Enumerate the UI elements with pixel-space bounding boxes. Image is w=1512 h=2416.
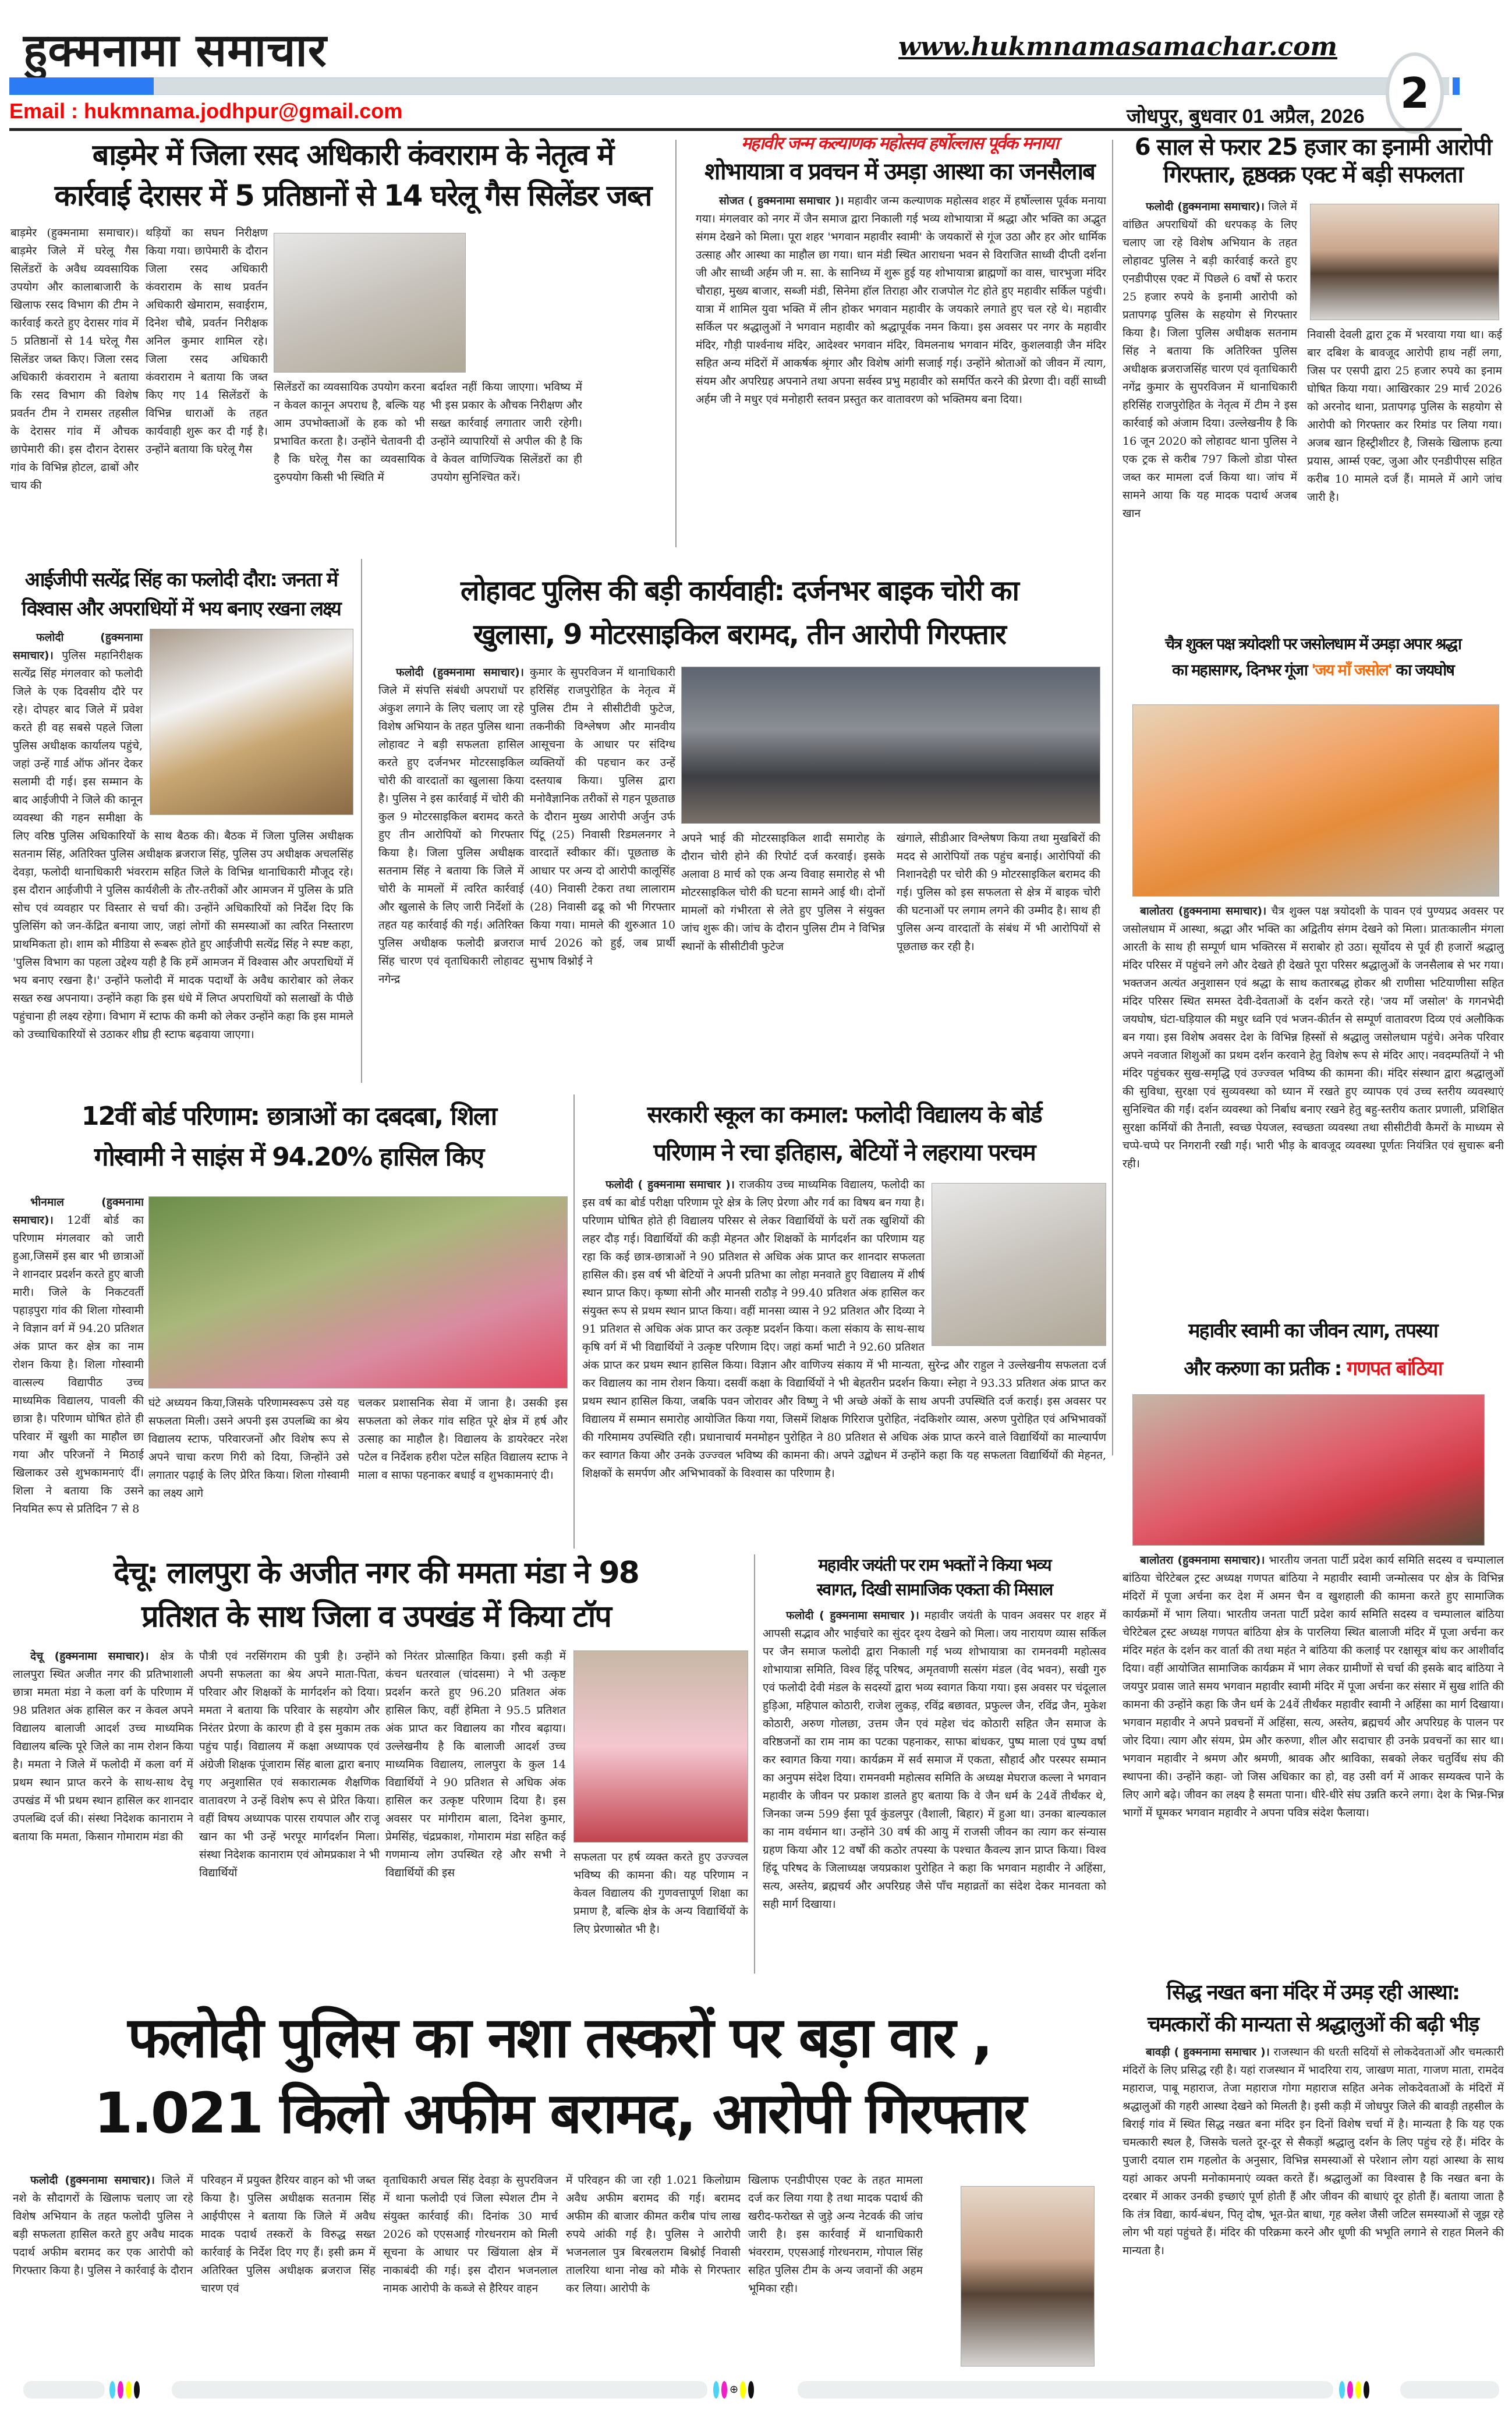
page-number-badge: 2 <box>1386 52 1444 134</box>
print-bar-left <box>23 2381 105 2399</box>
black-mark <box>1364 2381 1369 2399</box>
newspaper-title: हुक्मनामा समाचार <box>23 24 327 77</box>
barmer-col-4: बर्दाश्त नहीं किया जाएगा। भविष्य में भी इस प्रकार के औचक निरीक्षण और सख्त कार्रवाई लगातार जारी रहेगी। उन्होंने व्यापारियों से अपील की है कि वे केवल वाणिज्यिक सिलेंडरों का ही उपयोग सुनिश्चित करें। <box>431 381 582 484</box>
afeem-headline-1: फलोदी पुलिस का नशा तस्करों पर बड़ा वार , <box>128 2005 992 2070</box>
cyan-mark <box>1339 2381 1345 2399</box>
afeem-col-1: फलोदी (हुक्मनामा समाचार)। जिले में नशे के सौदागरों के खिलाफ चलाए जा रहे विशेष अभियान के तहत फलोदी पुलिस ने बड़ी सफलता हासिल करते हुए अवैध मादक पदार्थ अफीम बरामद कर एक आरोपी को गिरफ्तार किया है। पुलिस ने कार्रवाई के दौरान <box>13 2174 193 2277</box>
afeem-accused-photo <box>961 2186 1095 2367</box>
school-headline-1: सरकारी स्कूल का कमाल: फलोदी विद्यालय के बोर्ड <box>647 1101 1042 1128</box>
igp-headline-1: आईजीपी सत्येंद्र सिंह का फलोदी दौरा: जनता में <box>24 568 338 591</box>
mamta-col-3: को निरंतर प्रोत्साहित किया। इसी कड़ी में कंचन धतरवाल (चांदसमा) ने भी उत्कृष्ट प्रदर्शन करते हुए 96.20 प्रतिशत अंक हासिल किए, वहीं हेमिता ने 95.5 प्रतिशत अंक प्राप्त कर विद्यालय का गौरव बढ़ाया। उल्लेखनीय है कि बालाजी आदर्श उच्च माध्यमिक विद्यालय, लालपुरा के कुल 14 विद्यार्थियों ने 90 प्रतिशत से अधिक अंक हासिल कर उत्कृष्ट परिणाम दिया है। इस अवसर पर मांगीराम बाला, दिनेश कुमार, प्रेमसिंह, चंद्रप्रकाश, गोमाराम मंडा सहित कई गणमान्य लोग उपस्थित रहे और सभी ने विद्यार्थियों की इस <box>385 1650 566 1879</box>
igp-headline-2: विश्वास और अपराधियों में भय बनाए रखना लक्ष्य <box>22 597 341 621</box>
column-divider <box>754 1554 755 1974</box>
column-divider <box>1112 140 1113 1455</box>
school-students-photo <box>932 1183 1106 1346</box>
igp-body: फलोदी (हुक्मनामा समाचार)। पुलिस महानिरीक्षक सत्येंद्र सिंह मंगलवार को फलोदी जिले के एक दिवसीय दौरे पर रहे। दोपहर बाद जिले में प्रवेश करते ही वह सबसे पहले जिला पुलिस अधीक्षक कार्यालय पहुंचे, जहां उन्हें गार्ड ऑफ ऑनर देकर सलामी दी गई। इस सम्मान के बाद आईजीपी ने जिले की कानून व्यवस्था की गहन समीक्षा के लिए वरिष्ठ पुलिस अधिकारियों के साथ बैठक की। बैठक में जिला पुलिस अधीक्षक सतनाम सिंह, अतिरिक्त पुलिस अधीक्षक ब्रजराज सिंह, पुलिस उप अधीक्षक अचलसिंह देवड़ा, फलोदी थानाधिकारी भंवरराम सहित जिले के विभिन्न थानाधिकारी मौजूद रहे। इस दौरान आईजीपी ने पुलिस कार्यशैली के तौर-तरीकों और आमजन में पुलिस के प्रति सोच एवं व्यवहार पर विस्तार से चर्चा की। उन्होंने अधिकारियों को निर्देश दिए कि पुलिसिंग को जन-केंद्रित बनाया जाए, जहां लोगों की समस्याओं का त्वरित निस्तारण प्राथमिकता हो। शाम को मीडिया से रूबरू होते हुए आईजीपी सत्येंद्र सिंह ने स्पष्ट कहा, 'पुलिस विभाग का पहला उद्देश्य यही है कि हमें आमजन में विश्वास और अपराधियों में भय बनाए रखना है।' उन्होंने फलोदी में मादक पदार्थों के अवैध कारोबार को लेकर सख्त रुख अपनाया। उन्होंने कहा कि इस धंधे में लिप्त अपराधियों को सलाखों के पीछे पहुंचाना ही लक्ष्य रहेगा। विभाग में स्टाफ की कमी को लेकर उन्होंने कहा कि इस मामले को उच्चाधिकारियों से उठाकर शीघ्र ही स्टाफ बढ़वाया जाएगा। <box>13 629 353 1077</box>
mamta-col-4: सफलता पर हर्ष व्यक्त करते हुए उज्ज्वल भविष्य की कामना की। यह परिणाम न केवल विद्यालय की गुणवत्तापूर्ण शिक्षा का प्रमाण है, बल्कि क्षेत्र के अन्य विद्यार्थियों के लिए प्रेरणास्रोत भी है। <box>573 1851 748 1936</box>
lohawat-col-1: फलोदी (हुक्मनामा समाचार)। जिले में संपत्ति संबंधी अपराधों पर अंकुश लगाने के लिए चलाए जा रहे विशेष अभियान के तहत पुलिस थाना लोहावट ने बड़ी सफलता हासिल करते हुए दर्जनभर मोटरसाइकिल चोरी की वारदातों का खुलासा किया है। पुलिस ने इस कार्रवाई में चोरी की कुल 9 मोटरसाइकिल बरामद करते हुए तीन आरोपियों को गिरफ्तार किया है। जिला पुलिस अधीक्षक सतनाम सिंह ने बताया कि जिले में चोरी के मामलों में त्वरित कार्रवाई और खुलासे के लिए जारी निर्देशों के तहत यह कार्रवाई की गई। अतिरिक्त पुलिस अधीक्षक फलोदी ब्रजराज सिंह चारण एवं वृताधिकारी लोहावट नगेन्द्र <box>378 666 524 986</box>
cyan-mark <box>109 2381 115 2399</box>
board-headline-2: गोस्वामी ने साइंस में 94.20% हासिल किए <box>94 1142 484 1172</box>
website-link[interactable]: www.hukmnamasamachar.com <box>898 32 1337 62</box>
temple-worship-photo <box>1132 1394 1485 1546</box>
mamta-headline-1: देचू: लालपुरा के अजीत नगर की ममता मंडा ने 98 <box>114 1556 639 1590</box>
magenta-mark <box>1347 2381 1353 2399</box>
lohawat-headline-1: लोहावट पुलिस की बड़ी कार्यवाही: दर्जनभर बाइक चोरी का <box>460 575 1018 607</box>
afeem-col-5: खिलाफ एनडीपीएस एक्ट के तहत मामला दर्ज कर लिया गया है तथा मादक पदार्थ की खरीद-फरोख्त से जुड़े अन्य नेटवर्क की जांच जारी है। इस कार्रवाई में थानाधिकारी भंवरराम, एएसआई गोरधनराम, गोपाल सिंह सहित पुलिस टीम के अन्य जवानों की अहम भूमिका रही। <box>748 2174 923 2295</box>
inami-body: फलोदी (हुक्मनामा समाचार)। जिले में वांछित अपराधियों की धरपकड़ के लिए चलाए जा रहे विशेष अभियान के तहत लोहावट पुलिस ने बड़ी कार्रवाई करते हुए एनडीपीएस एक्ट में पिछले 6 वर्षों से फरार 25 हजार रुपये के इनामी आरोपी को प्रतापगढ़ पुलिस के सहयोग से गिरफ्तार किया है। जिला पुलिस अधीक्षक सतनाम सिंह ने बताया कि अतिरिक्त पुलिस अधीक्षक ब्रजराजसिंह चारण एवं वृताधिकारी नगेंद्र कुमार के सुपरविजन में थानाधिकारी हरिसिंह राजपुरोहित के नेतृत्व में टीम ने इस कार्रवाई को अंजाम दिया। उल्लेखनीय है कि 16 जून 2020 को लोहावट थाना पुलिस ने एक ट्रक से करीब 797 किलो डोडा पोस्त जब्त कर मामला दर्ज किया था। जांच में सामने आया कि यह मादक पदार्थ अजब खान <box>1123 200 1297 520</box>
mahaveer-body: सोजत ( हुक्मनामा समाचार )। महावीर जन्म कल्याणक महोत्सव शहर में हर्षोल्लास पूर्वक मनाया गया। मंगलवार को नगर में जैन समाज द्वारा निकाली गई भव्य शोभायात्रा में श्रद्धा और भक्ति का अद्भुत संगम देखने को मिला। पूरा शहर 'भगवान महावीर स्वामी' के जयकारों से गूंज उठा और हर ओर धार्मिक उत्साह और आस्था का माहौल छा गया। धान मंडी स्थित आराधना भवन से विराजित साध्वी दीप्ती दर्शना जी और साध्वी अर्हम जी म. सा. के सानिध्य में शुरू हुई यह शोभायात्रा ब्राह्मणों का वास, चारभुजा मंदिर चौराहा, मुख्य बाजार, सब्जी मंडी, सिनेमा हॉल तिराहा और राजपोल गेट होते हुए महावीर सर्किल पहुंची। यात्रा में शामिल युवा भक्ति में लीन होकर भगवान महावीर के जयकारे लगाते हुए चल रहे थे। महावीर सर्किल पर श्रद्धालुओं ने भगवान महावीर को श्रद्धापूर्वक नमन किया। इस अवसर पर नगर के महावीर मंदिर, गौड़ी पार्श्वनाथ मंदिर, आदेश्वर भगवान मंदिर, विमलनाथ भगवान मंदिर, कुशलवाड़ी जैन मंदिर सहित अन्य मंदिरों में आकर्षक श्रृंगार और विशेष आंगी सजाई गई। उन्होंने श्रोताओं को जीवन में त्याग, संयम और अपरिग्रह अपनाने तथा अपना सर्वस्व प्रभु महावीर को समर्पित करने की प्रेरणा दी। वहीं साध्वी अर्हम जी ने मधुर एवं मनोहारी स्तवन प्रस्तुत कर वातावरण को भक्तिमय बना दिया। <box>696 194 1106 406</box>
school-byline: फलोदी ( हुक्मनामा समाचार )। <box>605 1178 735 1191</box>
siddh-headline-1: सिद्ध नखत बना मंदिर में उमड़ रही आस्था: <box>1166 1981 1460 2004</box>
board-col-2: घंटे अध्ययन किया,जिसके परिणामस्वरूप उसे यह सफलता मिली। उसने अपनी इस उपलब्धि का श्रेय विद्यालय स्टाफ, परिवारजनों और विशेष रूप से अपने चाचा करण गिरी को दिया, जिन्होंने उसे लगातार पढ़ाई के लिए प्रेरित किया। शिला गोस्वामी का लक्ष्य आगे <box>148 1397 349 1500</box>
black-mark <box>134 2381 140 2399</box>
igp-photo <box>150 629 353 815</box>
mamta-col-2: पौत्री एवं नरसिंगराम की पुत्री है। उन्होंने अपनी सफलता का श्रेय अपने माता-पिता, परिवार और शिक्षकों के मार्गदर्शन को दिया। ममता ने बताया कि परिवार के सहयोग और निरंतर प्रेरणा के कारण ही वे इस मुकाम तक पहुंच पाईं। विद्यालय में कक्षा अध्यापक एवं अंग्रेजी शिक्षक पूंजाराम सिंह बाला द्वारा बनाए गए अनुशासित एवं सकारात्मक शैक्षणिक वातावरण ने उन्हें विशेष रूप से प्रेरित किया। वहीं विषय अध्यापक पारस रायपाल और राजू खान का भी उन्हें भरपूर मार्गदर्शन मिला। संस्था निदेशक कानाराम एवं ओमप्रकाश ने भी विद्यार्थियों <box>199 1650 380 1879</box>
mamta-byline: देचू (हुक्मनामा समाचार)। <box>30 1650 149 1663</box>
jasol-temple-photo <box>1132 704 1499 897</box>
masthead-band-blue <box>9 77 154 95</box>
magenta-mark <box>721 2381 727 2399</box>
afeem-headline-2: 1.021 किलो अफीम बरामद, आरोपी गिरफ्तार <box>94 2081 1025 2146</box>
ram-bhakt-body: फलोदी ( हुक्मनामा समाचार )। महावीर जयंती के पावन अवसर पर शहर में आपसी सद्भाव और भाईचारे का सुंदर दृश्य देखने को मिला। जय नारायण व्यास सर्किल पर जैन समाज फलोदी द्वारा निकाली गई भव्य शोभायात्रा का रामनवमी महोत्सव शोभायात्रा समिति, विश्व हिंदू परिषद, अमृतवाणी सत्संग मंडल (वेद भवन), सखी गुरु एवं फलोदी देवी मंडल के सदस्यों द्वारा भव्य स्वागत किया गया। इस अवसर पर चंदूलाल हुड़िआ, महिपाल कोठारी, राजेश लुकड़, रविंद्र बछावत, प्रफुल्ल जैन, रविंद्र जैन, मुकेश कोठारी, अरुण गोलछा, उत्तम जैन एवं महेश चंद कोठारी सहित जैन समाज के वरिष्ठजनों का राम नाम का पटका पहनाकर, साफा बांधकर, पुष्प माला एवं पुष्प वर्षा कर स्वागत किया गया। कार्यक्रम में सर्व समाज में एकता, सौहार्द और परस्पर सम्मान का अनुपम संदेश दिया। रामनवमी महोत्सव समिति के अध्यक्ष मेघराज कल्ला ने भगवान महावीर के जीवन पर प्रकाश डालते हुए बताया कि वे जैन धर्म के 24वें तीर्थंकर थे, जिनका जन्म 599 ईसा पूर्व कुंडलपुर (वैशाली, बिहार) में हुआ था। उनका बाल्यकाल का नाम वर्धमान था। उन्होंने 30 वर्ष की आयु में राजसी जीवन का त्याग कर संन्यास ग्रहण किया और 12 वर्षों की कठोर तपस्या के पश्चात कैवल्य ज्ञान प्राप्त किया। विश्व हिंदू परिषद के जिलाध्यक्ष जयप्रकाश पुरोहित ने कहा कि भगवान महावीर ने अहिंसा, सत्य, अस्तेय, ब्रह्मचर्य और अपरिग्रह जैसे पाँच महाव्रतों का संदेश देकर मानवता को सही मार्ग दिखाया। <box>763 1609 1106 1911</box>
inami-headline-2: गिरफ्तार, हृष्ठक्क्र एक्ट में बड़ी सफलता <box>1163 161 1463 188</box>
mahaveer-life-headline-1: महावीर स्वामी का जीवन त्याग, तपस्या <box>1188 1319 1437 1342</box>
dateline: जोधपुर, बुधवार 01 अप्रैल, 2026 <box>1127 105 1365 127</box>
afeem-col-2: परिवहन में प्रयुक्त हैरियर वाहन को भी जब्त किया है। पुलिस अधीक्षक सतनाम सिंह आईपीएस ने बताया कि जिले में अवैध मादक पदार्थ तस्करों के विरुद्ध सख्त कार्रवाई के निर्देश दिए गए हैं। इसी क्रम में अतिरिक्त पुलिस अधीक्षक ब्रजराज सिंह चारण एवं <box>201 2174 376 2295</box>
print-bar-mid-left <box>172 2381 707 2399</box>
mahaveer-headline: शोभायात्रा व प्रवचन में उमड़ा आस्था का जनसैलाब <box>704 158 1095 185</box>
mahaveer-life-headline-2: और करुणा का प्रतीक : गणपत बांठिया <box>1184 1357 1442 1380</box>
column-divider <box>361 559 362 1083</box>
jasol-byline: बालोतरा (हुक्मनामा समाचार)। <box>1140 905 1267 917</box>
cyan-mark <box>713 2381 719 2399</box>
siddh-byline: बावड़ी ( हुक्मनामा समाचार )। <box>1146 2046 1270 2059</box>
board-col-1: भीनमाल (हुक्मनामा समाचार)। 12वीं बोर्ड का परिणाम मंगलवार को जारी हुआ,जिसमें इस बार भी छात्राओं ने शानदार प्रदर्शन करते हुए बाजी मारी। जिले के निकटवर्ती पहाड़पुरा गांव की शिला गोस्वामी ने विज्ञान वर्ग में 94.20 प्रतिशत अंक प्राप्त कर क्षेत्र का नाम रोशन किया है। शिला गोस्वामी वात्सल्य विद्यापीठ उच्च माध्यमिक विद्यालय, पावली की छात्रा है। परिणाम घोषित होते ही परिवार में खुशी का माहौल छा गया और परिजनों ने मिठाई खिलाकर उसे शुभकामनाएं दीं। शिला ने बताया कि उसने नियमित रूप से प्रतिदिन 7 से 8 <box>13 1196 144 1515</box>
mahaveer-life-body: बालोतरा (हुक्मनामा समाचार)। भारतीय जनता पार्टी प्रदेश कार्य समिति सदस्य व चम्पालाल बांठिया चेरिटेबल ट्रस्ट अध्यक्ष गणपत बांठिया ने महावीर स्वामी जन्मोत्सव पर क्षेत्र के विभिन्न मंदिरों में पूजा अर्चना कर देश में अमन चैन व खुशहाली की कामना करते हुए सामाजिक कार्यक्रमों में भाग लिया। भारतीय जनता पार्टी प्रदेश कार्य समिति सदस्य व चम्पालाल बांठिया चेरिटेबल ट्रस्ट अध्यक्ष गणपत बांठिया क्षेत्र के पारलिया स्थित बालाजी मंदिर में पूजा अर्चना कर मंदिर महंत के दर्शन कर वार्ता की तथा महंत ने बांठिया की कलाई पर रक्षासूत्र बांध कर आशीर्वाद दिया। वहीं आयोजित सामाजिक कार्यक्रम में भाग लेकर ग्रामीणों से चर्चा की इसके बाद बांठिया ने जयपुर प्रवास जाते समय भगवान महावीर स्वामी मंदिर में पूजा अर्चना कर संसार में सुख शांति की कामना की उन्होंने कहा कि जैन धर्म के 24वें तीर्थंकर महावीर स्वामी ने अहिंसा का मार्ग दिखाया। भगवान महावीर ने अपने प्रवचनों में अहिंसा, सत्य, अस्तेय, ब्रह्मचर्य और अपरिग्रह के पालन पर जोर दिया। त्याग और संयम, प्रेम और करुणा, शील और सदाचार ही उनके प्रवचनों का सार था। भगवान महावीर ने श्रमण और श्रमणी, श्रावक और श्राविका, सबको लेकर चतुर्विध संघ की स्थापना की। उन्होंने कहा- जो जिस अधिकार का हो, वह उसी वर्ग में आकर सम्यक्त्व पाने के लिए आगे बढ़े। जीवन का लक्ष्य है समता पाना। धीरे-धीरे संघ उन्नति करने लगा। देश के भिन्न-भिन्न भागों में घूमकर भगवान महावीर ने अपना पवित्र संदेश फैलाया। <box>1123 1554 1504 1819</box>
barmer-col-2: थड़ियों का सघन निरीक्षण किया गया। छापेमारी के दौरान जिला रसद अधिकारी कंवराराम के साथ प्रवर्तन अधिकारी खेमाराम, सवाईराम, दिनेश चौबे, प्रवर्तन निरीक्षक अनिल कुमार शामिल रहे। जिला रसद अधिकारी कंवराराम ने बताया कि जब्त किए गए 14 सिलेंडरों के विभिन्न धाराओं के तहत कार्यवाही शुरू कर दी गई है। उन्होंने बताया कि घरेलू गैस <box>146 226 268 456</box>
inami-headline-1: 6 साल से फरार 25 हजार का इनामी आरोपी <box>1134 134 1492 161</box>
afeem-byline: फलोदी (हुक्मनामा समाचार)। <box>30 2174 155 2187</box>
board-headline-1: 12वीं बोर्ड परिणाम: छात्राओं का दबदबा, शिला <box>81 1101 497 1131</box>
inami-body-2: निवासी देवली द्वारा ट्रक में भरवाया गया था। कई बार दबिश के बावजूद आरोपी हाथ नहीं लगा, जिस पर एसपी द्वारा 25 हजार रुपये का इनाम घोषित किया गया। आखिरकार 29 मार्च 2026 को अरनोद थाना, प्रतापगढ़ पुलिस के सहयोग से आरोपी को गिरफ्तार कर रिमांड पर लिया गया। अजब खान हिस्ट्रीशीटर है, जिसके खिलाफ हत्या प्रयास, आर्म्स एक्ट, जुआ और एनडीपीएस सहित करीब 10 मामले दर्ज हैं। मामले में आगे जांच जारी है। <box>1307 328 1502 504</box>
masthead-band-blue-right <box>1453 77 1460 95</box>
yellow-mark <box>740 2381 746 2399</box>
column-divider <box>573 1094 575 1549</box>
jasol-body: बालोतरा (हुक्मनामा समाचार)। चैत्र शुक्ल पक्ष त्रयोदशी के पावन एवं पुण्यप्रद अवसर पर जसोलधाम में आस्था, श्रद्धा और भक्ति का अद्वितीय संगम देखने को मिला। प्रातःकालीन मंगला आरती के साथ ही सम्पूर्ण धाम भक्तिरस में सराबोर हो उठा। सूर्योदय से पूर्व ही हजारों श्रद्धालु मंदिर परिसर में पहुंचने लगे और देखते ही देखते पूरा परिसर श्रद्धालुओं के जनसैलाब से भर गया। भक्तजन अत्यंत अनुशासन एवं श्रद्धा के साथ कतारबद्ध होकर श्री राणीसा भटियाणीसा सहित मंदिर परिसर स्थित समस्त देवी-देवताओं के दर्शन करते रहे। 'जय माँ जसोल' के गगनभेदी जयघोष, घंटा-घड़ियाल की मधुर ध्वनि एवं भजन-कीर्तन से सम्पूर्ण वातावरण दिव्य एवं अलौकिक बन गया। इस विशेष अवसर देश के विभिन्न हिस्सों से श्रद्धालु जसोलधाम पहुंचे। अनेक परिवार अपने नवजात शिशुओं का प्रथम दर्शन करवाने हेतु विशेष रूप से मंदिर आए। नवदम्पतियों ने भी मंदिर पहुंचकर सुख-समृद्धि एवं उज्ज्वल भविष्य की कामना की। मंदिर संस्थान द्वारा श्रद्धालुओं की सुविधा, सुरक्षा एवं सुव्यवस्था को ध्यान में रखते हुए व्यापक एवं उच्च स्तरीय व्यवस्थाएं सुनिश्चित की गईं। दर्शन व्यवस्था को निर्बाध बनाए रखने हेतु बहु-स्तरीय कतार प्रणाली, प्रशिक्षित सुरक्षा कर्मियों की तैनाती, स्वच्छ पेयजल, स्वच्छता व्यवस्था तथा सीसीटीवी कैमरों के माध्यम से चप्पे-चप्पे पर निगरानी रखी गई। भारी भीड़ के बावजूद व्यवस्था पूर्णतः नियंत्रित एवं सुचारू बनी रही। <box>1123 905 1504 1170</box>
accused-photo <box>1310 204 1499 320</box>
afeem-col-4: में परिवहन की जा रही 1.021 किलोग्राम अवैध अफीम बरामद की गई। बरामद अफीम की बाजार कीमत करीब पांच लाख रुपये आंकी गई है। पुलिस ने आरोपी भजनलाल पुत्र बिरबलराम बिश्नोई निवासी तालरिया थाना नोख को मौके से गिरफ्तार कर लिया। आरोपी के <box>566 2174 741 2295</box>
cmyk-marks-left <box>109 2381 140 2399</box>
gas-cylinders-photo <box>274 233 466 373</box>
recovered-bikes-photo <box>681 667 1100 824</box>
yellow-mark <box>126 2381 132 2399</box>
shila-goswami-family-photo <box>148 1196 568 1388</box>
mahaveer-life-byline: बालोतरा (हुक्मनामा समाचार)। <box>1140 1554 1265 1567</box>
afeem-col-3: वृताधिकारी अचल सिंह देवड़ा के सुपरविजन में थाना फलोदी एवं जिला स्पेशल टीम ने संयुक्त कार्रवाई की। दिनांक 30 मार्च 2026 को एएसआई गोरधनराम को मिली सूचना के आधार पर खिंयाला क्षेत्र में नाकाबंदी की गई। इस दौरान भजनलाल नामक आरोपी के कब्जे से हैरियर वाहन <box>383 2174 558 2295</box>
crosshair-icon: ⊕ <box>730 2383 739 2396</box>
print-bar-right <box>1400 2381 1499 2399</box>
cmyk-marks-right <box>1339 2381 1369 2399</box>
lohawat-col-2: कुमार के सुपरविजन में थानाधिकारी हरिसिंह राजपुरोहित के नेतृत्व में पुलिस टीम ने सीसीटीवी फुटेज, तकनीकी विश्लेषण और मानवीय आसूचना के आधार पर संदिग्ध व्यक्तियों की पहचान कर उन्हें दस्तयाब किया। पुलिस द्वारा मनोवैज्ञानिक तरीकों से गहन पूछताछ के दौरान मुख्य आरोपी अर्जुन उर्फ पिंटू (25) निवासी रिडमलनगर ने वारदातें स्वीकार कीं। पूछताछ के आधार पर अन्य दो आरोपी कालूसिंह (40) निवासी टेकरा तथा लालाराम (28) निवासी ढढू को भी गिरफ्तार किया गया। मामले की शुरुआत 10 मार्च 2026 को हुई, जब प्रार्थी सुभाष विश्नोई ने <box>530 666 675 968</box>
mamta-headline-2: प्रतिशत के साथ जिला व उपखंड में किया टॉप <box>141 1599 611 1634</box>
ram-bhakt-headline-2: स्वागत, दिखी सामाजिक एकता की मिसाल <box>816 1579 1053 1599</box>
jasol-headline-1: चैत्र शुक्ल पक्ष त्रयोदशी पर जसोलधाम में उमड़ा अपार श्रद्धा <box>1165 635 1461 653</box>
ram-bhakt-headline-1: महावीर जयंती पर राम भक्तों ने किया भव्य <box>818 1555 1051 1575</box>
ganpat-banthiya-name: गणपत बांठिया <box>1347 1357 1442 1380</box>
lohawat-col-3: अपने भाई की मोटरसाइकिल शादी समारोह के दौरान चोरी होने की रिपोर्ट दर्ज करवाई। इसके अलावा 8 मार्च को एक अन्य विवाह समारोह से भी मोटरसाइकिल चोरी की घटना सामने आई थी। दोनों मामलों को गंभीरता से लेते हुए पुलिस ने संयुक्त जांच शुरू की। जांच के दौरान पुलिस टीम ने विभिन्न स्थानों के सीसीटीवी फुटेज <box>681 832 885 953</box>
siddh-body: बावड़ी ( हुक्मनामा समाचार )। राजस्थान की धरती सदियों से लोकदेवताओं और चमत्कारी मंदिरों के लिए प्रसिद्ध रही है। यहां राजस्थान में भादरिया राय, जाखण माता, गाजण माता, रामदेव महाराज, पाबू महाराज, तेजा महाराज गोगा महाराज सहित अनेक लोकदेवताओं के मंदिरों में श्रद्धालुओं की गहरी आस्था देखने को मिलती है। इसी कड़ी में जोधपुर जिले की बावड़ी तहसील के बिराई गांव में स्थित सिद्ध नखत बना मंदिर इन दिनों विशेष चर्चा में है। मान्यता है कि यह एक चमत्कारी स्थल है, जिसके चलते दूर-दूर से सैकड़ों श्रद्धालु दर्शन के लिए पहुंच रहे हैं। मंदिर के पुजारी दयाल राम गहलोत के अनुसार, विभिन्न समस्याओं से परेशान लोग यहां आस्था के साथ यहां आकर अपनी मनोकामनाएं व्यक्त करते हैं। श्रद्धालुओं का विश्वास है कि नखत बना के दरबार में आकर उनकी इच्छाएं पूर्ण होती हैं और जीवन की बाधाएं दूर होती हैं। बताया जाता है कि तंत्र विद्या, कार्य-बंधन, पितृ दोष, भूत-प्रेत बाधा, गृह क्लेश जैसी जटिल समस्याओं से जूझ रहे लोग भी यहां पहुंचते हैं। मंदिर की परिक्रमा करने और धूणी की भभूति लगाने से राहत मिलने की मान्यता है। <box>1123 2046 1504 2257</box>
mamta-col-1: देचू (हुक्मनामा समाचार)। क्षेत्र के लालपुरा स्थित अजीत नगर की प्रतिभाशाली छात्रा ममता मंडा ने कला वर्ग के परिणाम में 98 प्रतिशत अंक हासिल कर न केवल अपने विद्यालय बालाजी आदर्श उच्च माध्यमिक विद्यालय बल्कि पूरे जिले का नाम रोशन किया है। ममता ने जिले में फलोदी में कला वर्ग में प्रथम स्थान प्राप्त करने के साथ-साथ देचू उपखंड में भी प्रथम स्थान हासिल कर शानदार उपलब्धि दर्ज की। संस्था निदेशक कानाराम ने बताया कि ममता, किसान गोमाराम मंडा की <box>13 1650 193 1843</box>
lohawat-col-4: खंगाले, सीडीआर विश्लेषण किया तथा मुखबिरों की मदद से आरोपियों तक पहुंच बनाई। आरोपियों की निशानदेही पर चोरी की 9 मोटरसाइकिल बरामद की गई। पुलिस को इस सफलता से क्षेत्र में बाइक चोरी की घटनाओं पर लगाम लगने की उम्मीद है। साथ ही पुलिस अन्य वारदातों के संबंध में भी आरोपियों से पूछताछ कर रही है। <box>897 832 1100 953</box>
masthead-band-grey <box>154 77 1449 95</box>
jasol-headline-2: का महासागर, दिनभर गूंजा 'जय माँ जसोल' का जयघोष <box>1172 661 1454 679</box>
siddh-headline-2: चमत्कारों की मान्यता से श्रद्धालुओं की बढ़ी भीड़ <box>1147 2013 1479 2036</box>
board-byline: भीनमाल (हुक्मनामा समाचार)। <box>13 1196 144 1227</box>
magenta-mark <box>118 2381 123 2399</box>
ram-bhakt-byline: फलोदी ( हुक्मनामा समाचार )। <box>786 1609 919 1622</box>
email-contact[interactable]: Email : hukmnama.jodhpur@gmail.com <box>9 99 403 123</box>
board-col-3: चलकर प्रशासनिक सेवा में जाना है। उसकी इस सफलता को लेकर गांव सहित पूरे क्षेत्र में हर्ष और उत्साह का माहौल है। विद्यालय के डायरेक्टर नरेश पटेल व निर्देशक हरीश पटेल सहित विद्यालय स्टाफ ने माला व साफा पहनाकर बधाई व शुभकामनाएं दी। <box>358 1397 568 1482</box>
masthead-rule <box>9 128 1462 131</box>
igp-byline: फलोदी (हुक्मनामा समाचार)। <box>13 631 143 662</box>
mahaveer-byline: सोजत ( हुक्मनामा समाचार )। <box>719 194 844 207</box>
print-bar-mid-right <box>798 2381 1333 2399</box>
cmyk-marks-center <box>713 2381 754 2399</box>
black-mark <box>748 2381 754 2399</box>
school-headline-2: परिणाम ने रचा इतिहास, बेटियों ने लहराया परचम <box>653 1139 1035 1166</box>
jai-maa-jasol-slogan: 'जय माँ जसोल' <box>1311 661 1392 679</box>
mahaveer-kicker: महावीर जन्म कल्याणक महोत्सव हर्षोल्लास पूर्वक मनाया <box>741 133 1058 154</box>
lohawat-byline: फलोदी (हुक्मनामा समाचार)। <box>396 666 524 679</box>
school-body: फलोदी ( हुक्मनामा समाचार )। राजकीय उच्च माध्यमिक विद्यालय, फलोदी का इस वर्ष का बोर्ड परीक्षा परिणाम पूरे क्षेत्र के लिए प्रेरणा और गर्व का विषय बन गया है। परिणाम घोषित होते ही विद्यालय परिसर से लेकर विद्यार्थियों के घरों तक खुशियों की लहर दौड़ गई। विद्यार्थियों की कड़ी मेहनत और शिक्षकों के मार्गदर्शन का परिणाम यह रहा कि कई छात्र-छात्राओं ने 90 प्रतिशत से अधिक अंक प्राप्त कर शानदार सफलता हासिल की। इस वर्ष भी बेटियों ने अपनी प्रतिभा का लोहा मनवाते हुए विद्यालय में शीर्ष स्थान प्राप्त किए। कृष्णा सोनी और मानसी राठौड़ ने 99.40 प्रतिशत अंक हासिल कर संयुक्त रूप से प्रथम स्थान प्राप्त किया। वहीं मानसा व्यास ने 92 प्रतिशत और दिव्या ने 91 प्रतिशत से अधिक अंक प्राप्त कर उत्कृष्ट प्रदर्शन किया। कला संकाय के साथ-साथ कृषि वर्ग में भी विद्यार्थियों ने उत्कृष्ट परिणाम दिए। जहां कर्मा भाटी ने 92.60 प्रतिशत अंक प्राप्त कर प्रथम स्थान हासिल किया। विज्ञान और वाणिज्य संकाय में भी मान्यता, सुरेन्द्र और राहुल ने उल्लेखनीय सफलता दर्ज कर विद्यालय का नाम रोशन किया। दसवीं कक्षा के विद्यार्थियों ने भी बेहतरीन प्रदर्शन किया। स्नेहा ने 93.33 प्रतिशत अंक प्राप्त कर प्रथम स्थान हासिल किया, जबकि पवन जोरावर और विष्णु ने भी अच्छे अंकों के साथ अपनी उपस्थिति दर्ज कराई। इस अवसर पर विद्यालय में सम्मान समारोह आयोजित किया गया, जिसमें शिक्षक गिरिराज पुरोहित, नंदकिशोर व्यास, अरुण पुरोहित एवं अभिभावकों की गरिमामय उपस्थिति रही। प्रधानाचार्य मनमोहन पुरोहित ने 80 प्रतिशत से अधिक अंक प्राप्त करने वाले विद्यार्थियों का माल्यार्पण कर स्वागत किया और उनके उज्ज्वल भविष्य की कामना की। अपने उद्बोधन में उन्होंने कहा कि यह सफलता विद्यार्थियों की मेहनत, शिक्षकों के समर्पण और अभिभावकों के विश्वास का परिणाम है। <box>582 1178 1106 1480</box>
column-divider <box>675 140 677 547</box>
mamta-manda-photo <box>573 1650 748 1843</box>
barmer-col-1: बाड़मेर (हुक्मनामा समाचार)। बाड़मेर जिले में घरेलू गैस सिलेंडरों के अवैध व्यवसायिक उपयोग और कालाबाजारी के खिलाफ रसद विभाग की टीम ने कार्रवाई करते हुए देरासर गांव में 5 प्रतिष्ठानों से 14 घरेलू गैस सिलेंडर जब्त किए। जिला रसद अधिकारी कंवराराम ने बताया कि रसद विभाग की विशेष प्रवर्तन टीम ने रामसर तहसील के देरासर गांव में औचक छापेमारी की। इस दौरान देरासर गांव के विभिन्न होटल, ढाबों और चाय की <box>10 226 139 492</box>
barmer-col-3: सिलेंडरों का व्यवसायिक उपयोग करना न केवल कानून अपराध है, बल्कि यह आम उपभोक्ताओं के हक को भी प्रभावित करता है। उन्होंने चेतावनी दी है कि घरेलू गैस का व्यवसायिक दुरुपयोग किसी भी स्थिति में <box>274 381 425 484</box>
yellow-mark <box>1355 2381 1361 2399</box>
barmer-headline-2: कार्रवाई देरासर में 5 प्रतिष्ठानों से 14 घरेलू गैस सिलेंडर जब्त <box>54 179 651 212</box>
inami-byline: फलोदी (हुक्मनामा समाचार)। <box>1146 200 1265 213</box>
lohawat-headline-2: खुलासा, 9 मोटरसाइकिल बरामद, तीन आरोपी गिरफ्तार <box>473 618 1005 651</box>
barmer-headline-1: बाड़मेर में जिला रसद अधिकारी कंवराराम के नेतृत्व में <box>92 138 614 172</box>
